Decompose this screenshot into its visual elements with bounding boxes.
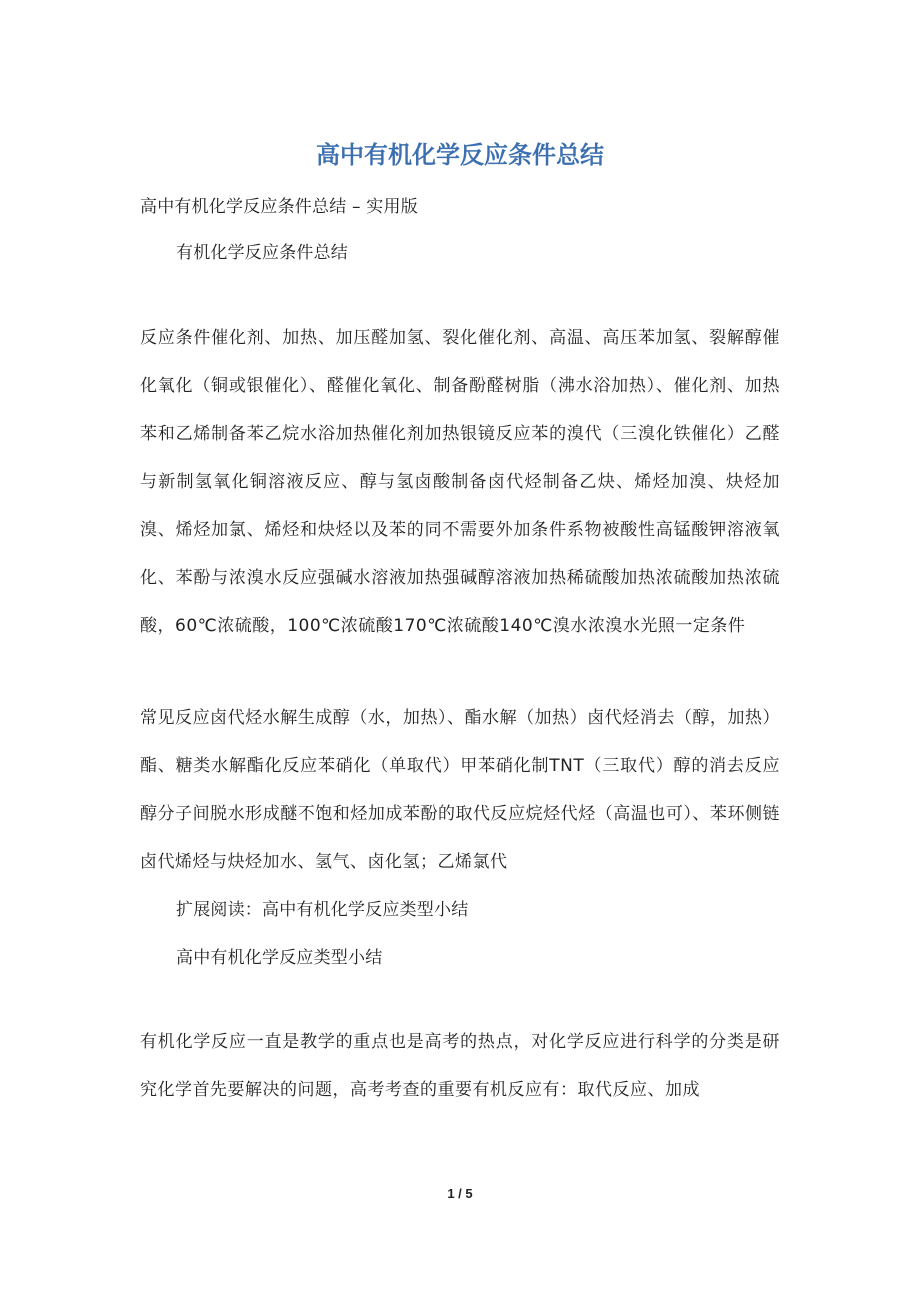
page-indicator: 1 / 5 (447, 1186, 473, 1201)
page-title: 高中有机化学反应条件总结 (316, 141, 604, 169)
document-subtitle: 高中有机化学反应条件总结 – 实用版 (140, 197, 418, 217)
paragraph-introduction: 有机化学反应一直是教学的重点也是高考的热点，对化学反应进行科学的分类是研究化学首先要解决的问题，高考考查的重要有机反应有：取代反应、加成 (140, 1032, 780, 1100)
extended-reading-link: 扩展阅读：高中有机化学反应类型小结 (176, 900, 469, 920)
section-heading-types: 高中有机化学反应类型小结 (176, 948, 383, 968)
paragraph-reaction-conditions: 反应条件催化剂、加热、加压醛加氢、裂化催化剂、高温、高压苯加氢、裂解醇催化氧化（铜或银催化）、醛催化氧化、制备酚醛树脂（沸水浴加热）、催化剂、加热苯和乙烯制备苯乙烷水浴加热催化剂加热银镜反应苯的溴代（三溴化铁催化）乙醛与新制氢氧化铜溶液反应、醇与氢卤酸制备卤代烃制备乙炔、烯烃加溴、炔烃加溴、烯烃加氯、烯烃和炔烃以及苯的同不需要外加条件系物被酸性高锰酸钾溶液氧化、苯酚与浓溴水反应强碱水溶液加热强碱醇溶液加热稀硫酸加热浓硫酸加热浓硫酸，60℃浓硫酸，100℃浓硫酸170℃浓硫酸140℃溴水浓溴水光照一定条件 (140, 328, 780, 636)
document-body (140, 190, 780, 1114)
paragraph-common-reactions: 常见反应卤代烃水解生成醇（水，加热）、酯水解（加热）卤代烃消去（醇，加热）酯、糖类水解酯化反应苯硝化（单取代）甲苯硝化制TNT（三取代）醇的消去反应醇分子间脱水形成醚不饱和烃加成苯酚的取代反应烷烃代烃（高温也可）、苯环侧链卤代烯烃与炔烃加水、氢气、卤化氢；乙烯氯代 (140, 708, 780, 872)
section-heading-conditions: 有机化学反应条件总结 (176, 243, 348, 263)
